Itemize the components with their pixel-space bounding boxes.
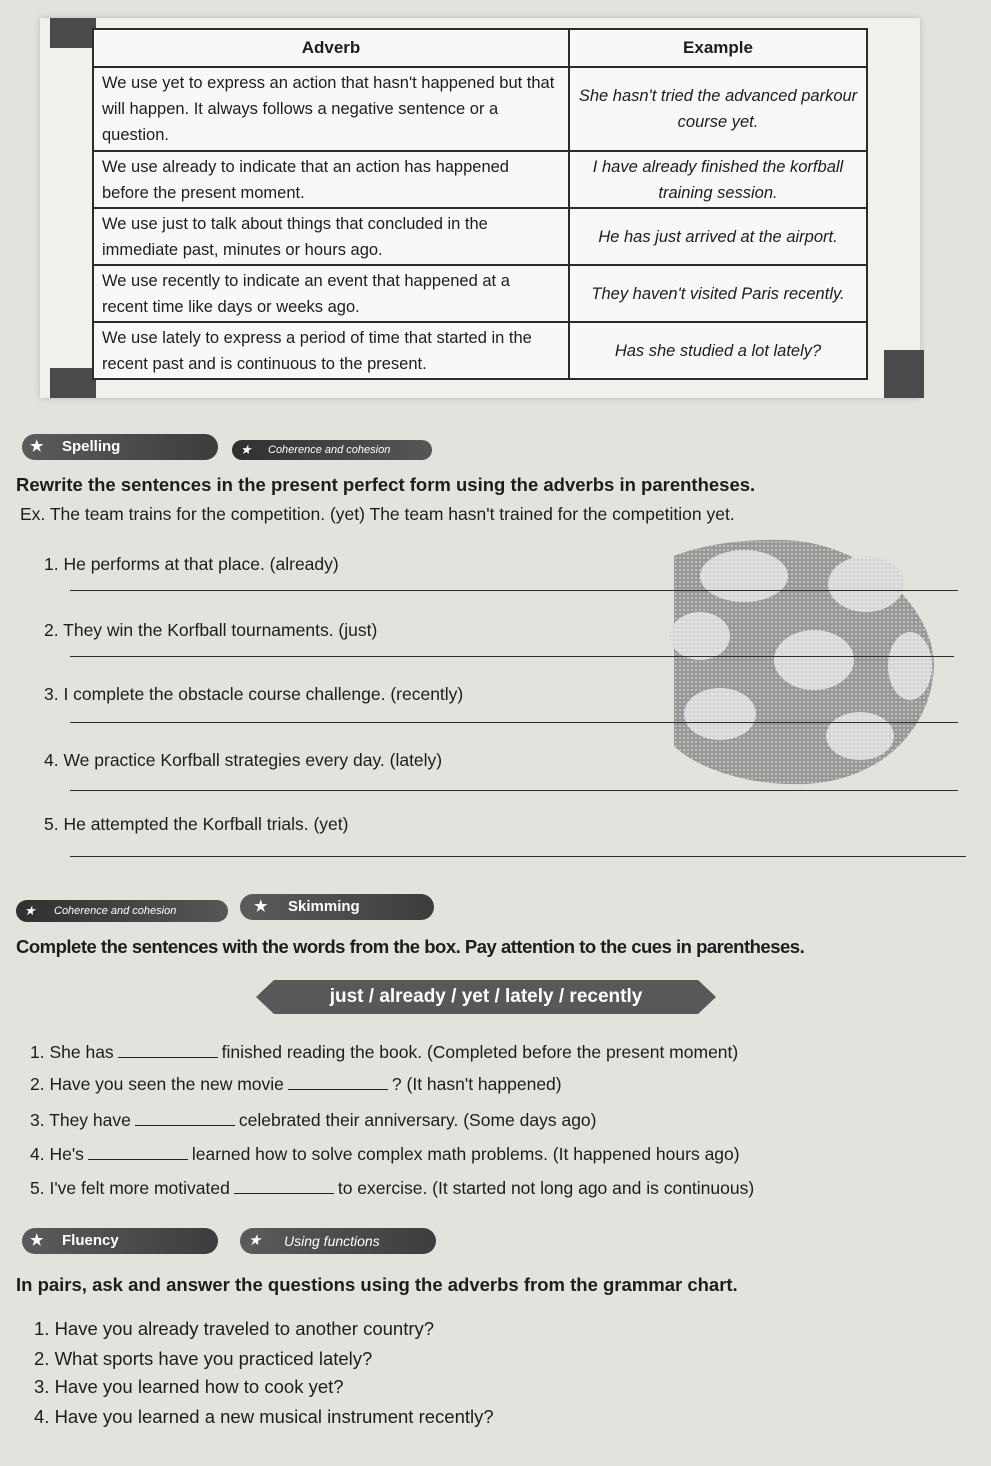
item-text-before: 3. They have (30, 1110, 131, 1130)
grammar-row (93, 151, 867, 208)
grammar-rule: We use just to talk about things that concluded in the immediate past, minutes or hours ago. (93, 208, 569, 265)
item-text-after: learned how to solve complex math problems. (It happened hours ago) (191, 1144, 740, 1164)
grammar-chart (92, 28, 868, 380)
grammar-example: He has just arrived at the airport. (569, 208, 867, 265)
exercise1-item: 2. They win the Korfball tournaments. (just) (44, 620, 378, 640)
answer-line[interactable] (70, 722, 958, 723)
star-icon: ★ (240, 442, 252, 457)
focus-tag-label: Coherence and cohesion (54, 905, 177, 917)
skill-tag-skimming (240, 894, 434, 920)
word-box (256, 980, 716, 1014)
star-icon: ★ (30, 1232, 44, 1249)
star-icon: ★ (248, 1232, 262, 1249)
exercise1-item: 1. He performs at that place. (already) (44, 554, 339, 574)
exercise2-item (30, 1110, 597, 1131)
skill-tag-label: Skimming (288, 898, 360, 915)
focus-tag-label: Coherence and cohesion (268, 444, 391, 456)
item-text-before: 1. She has (30, 1042, 114, 1062)
focus-tag-functions (240, 1228, 436, 1254)
skill-tag-label: Fluency (62, 1232, 119, 1249)
blank-field[interactable] (234, 1193, 334, 1194)
item-text-after: ? (It hasn't happened) (391, 1074, 562, 1094)
item-text-before: 4. He's (30, 1144, 84, 1164)
focus-tag-label: Using functions (284, 1233, 380, 1249)
item-text-after: finished reading the book. (Completed before the present moment) (221, 1042, 739, 1062)
focus-tag-coherence (232, 440, 432, 460)
exercise2-item (30, 1178, 754, 1199)
question: 2. What sports have you practiced lately? (34, 1348, 373, 1369)
example-header: Example (569, 29, 867, 67)
chart-corner-decoration (50, 368, 96, 398)
grammar-row (93, 322, 867, 379)
exercise2-instruction: Complete the sentences with the words from the box. Pay attention to the cues in parentheses. (16, 936, 805, 957)
item-text-before: 2. Have you seen the new movie (30, 1074, 284, 1094)
word-box-words: just / already / yet / lately / recently (329, 986, 643, 1007)
exercise3-instruction: In pairs, ask and answer the questions using the adverbs from the grammar chart. (16, 1274, 738, 1295)
chart-corner-decoration (884, 350, 924, 398)
adverb-header: Adverb (93, 29, 569, 67)
item-text-before: 5. I've felt more motivated (30, 1178, 230, 1198)
grammar-chart-header (93, 29, 867, 67)
grammar-row (93, 208, 867, 265)
grammar-rule: We use recently to indicate an event that happened at a recent time like days or weeks ago. (93, 265, 569, 322)
exercise1-item: 3. I complete the obstacle course challenge. (recently) (44, 684, 464, 704)
chart-corner-decoration (50, 18, 96, 48)
grammar-rule: We use yet to express an action that hasn't happened but that will happen. It always follows a negative sentence or a question. (93, 67, 569, 151)
exercise2-item (30, 1144, 740, 1165)
question: 3. Have you learned how to cook yet? (34, 1376, 344, 1397)
exercise1-item: 4. We practice Korfball strategies every day. (lately) (44, 750, 443, 770)
item-text-after: to exercise. (It started not long ago and is continuous) (337, 1178, 755, 1198)
grammar-example: I have already finished the korfball training session. (569, 151, 867, 208)
answer-line[interactable] (70, 656, 954, 657)
exercise1-item: 5. He attempted the Korfball trials. (yet) (44, 814, 349, 834)
grammar-example: They haven't visited Paris recently. (569, 265, 867, 322)
star-icon: ★ (30, 438, 44, 455)
skill-tag-fluency (22, 1228, 218, 1254)
exercise1-example: Ex. The team trains for the competition. (yet) The team hasn't trained for the competition yet. (20, 504, 735, 524)
exercise2-item (30, 1074, 562, 1095)
star-icon: ★ (24, 903, 36, 918)
answer-line[interactable] (70, 856, 966, 857)
blank-field[interactable] (88, 1159, 188, 1160)
question: 4. Have you learned a new musical instrument recently? (34, 1406, 494, 1427)
blank-field[interactable] (135, 1125, 235, 1126)
korfball-ball-icon (634, 536, 934, 786)
answer-line[interactable] (70, 590, 958, 591)
grammar-row (93, 67, 867, 151)
star-icon: ★ (254, 898, 268, 915)
blank-field[interactable] (118, 1057, 218, 1058)
exercise1-instruction: Rewrite the sentences in the present perfect form using the adverbs in parentheses. (16, 474, 756, 495)
grammar-rule: We use lately to express a period of time that started in the recent past and is continuous to the present. (93, 322, 569, 379)
question: 1. Have you already traveled to another country? (34, 1318, 435, 1339)
item-text-after: celebrated their anniversary. (Some days ago) (238, 1110, 597, 1130)
grammar-example: Has she studied a lot lately? (569, 322, 867, 379)
exercise2-item (30, 1042, 738, 1063)
skill-tag-label: Spelling (62, 438, 121, 455)
grammar-example: She hasn't tried the advanced parkour course yet. (569, 67, 867, 151)
grammar-row (93, 265, 867, 322)
answer-line[interactable] (70, 790, 958, 791)
grammar-rule: We use already to indicate that an action has happened before the present moment. (93, 151, 569, 208)
skill-tag-spelling (22, 434, 218, 460)
blank-field[interactable] (288, 1089, 388, 1090)
focus-tag-coherence (16, 900, 228, 922)
